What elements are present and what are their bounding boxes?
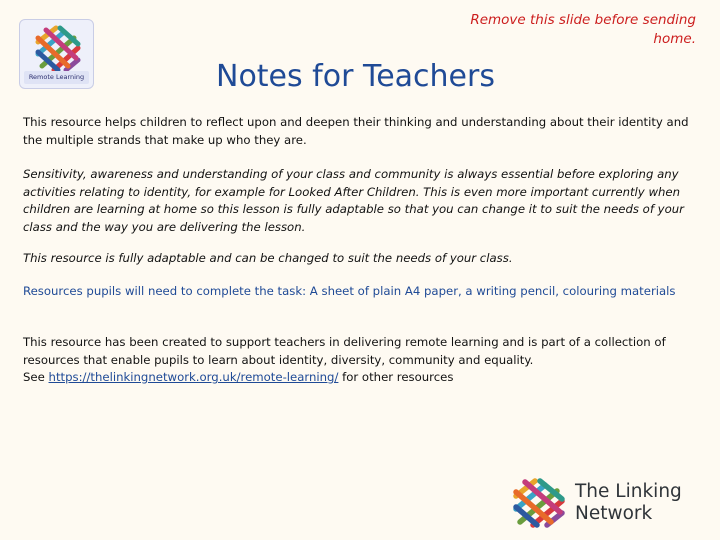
collection-paragraph (23, 334, 695, 387)
remote-learning-link[interactable]: https://thelinkingnetwork.org.uk/remote-learning/ (48, 370, 339, 384)
remote-learning-logo (19, 19, 94, 89)
brand-name: The Linking Network (575, 481, 682, 524)
adaptable-paragraph: This resource is fully adaptable and can be changed to suit the needs of your class. (23, 251, 513, 265)
logo-label: Remote Learning (24, 71, 89, 84)
collection-text: This resource has been created to support teachers in delivering remote learning and is part of a collection of resources that enable pupils to learn about identity, diversity, community and equality. (23, 335, 666, 367)
resources-paragraph: Resources pupils will need to complete the task: A sheet of plain A4 paper, a writing pencil, colouring materials (23, 284, 676, 298)
page-title: Notes for Teachers (216, 59, 495, 94)
woven-lattice-icon (511, 478, 567, 528)
other-resources-text: for other resources (342, 370, 454, 384)
see-label: See (23, 370, 45, 384)
sensitivity-paragraph: Sensitivity, awareness and understanding of your class and community is always essential before exploring any activities relating to identity, for example for Looked After Children. This is even more important currently when children are learning at home so this lesson is fully adaptable so that you can change it to suit the needs of your class and the way you are delivering the lesson. (23, 167, 684, 234)
woven-lattice-icon (32, 24, 82, 74)
intro-paragraph: This resource helps children to reflect upon and deepen their thinking and understanding about their identity and the multiple strands that make up who they are. (23, 115, 689, 147)
warning-note: Remove this slide before sending home. (470, 12, 696, 47)
linking-network-logo (511, 478, 701, 528)
